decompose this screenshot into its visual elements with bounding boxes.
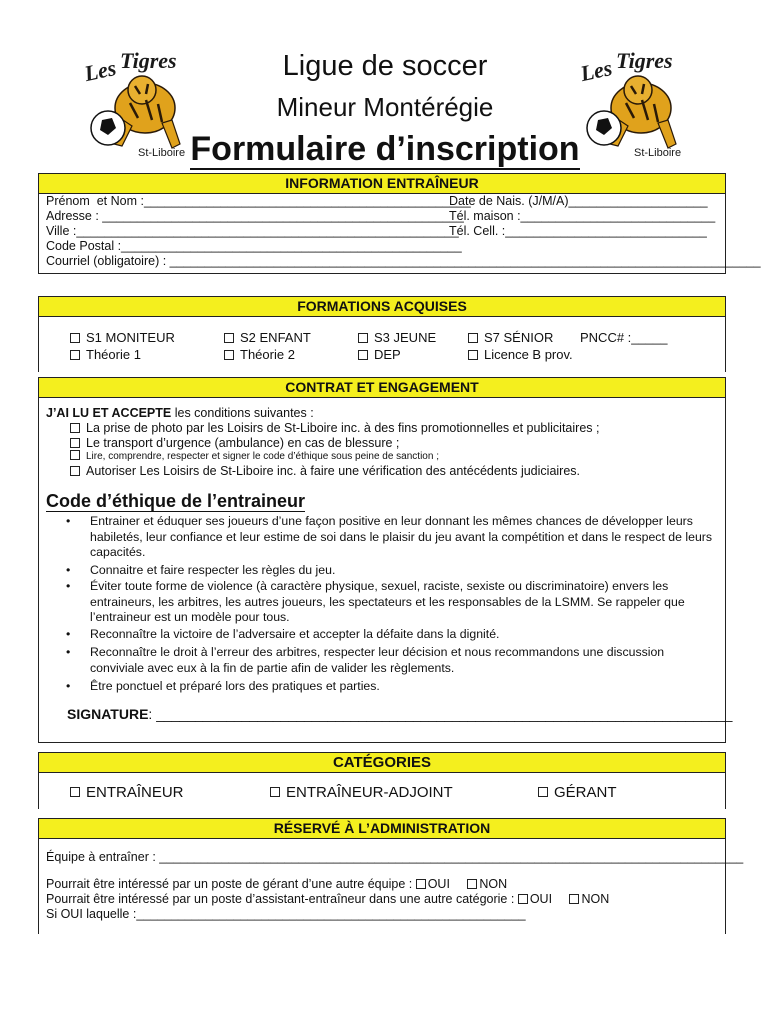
formation-s1-checkbox[interactable]: S1 MONITEUR: [70, 330, 175, 345]
contract-section-title: CONTRAT ET ENGAGEMENT: [39, 378, 725, 398]
formation-theorie1-checkbox[interactable]: Théorie 1: [70, 347, 141, 362]
manager-non-checkbox[interactable]: NON: [467, 877, 507, 891]
checkbox-icon: [358, 333, 368, 343]
category-manager-checkbox[interactable]: GÉRANT: [538, 784, 617, 801]
birthdate-field[interactable]: Date de Nais. (J/M/A)____________________: [449, 194, 708, 208]
info-section-title: INFORMATION ENTRAÎNEUR: [39, 174, 725, 194]
consent-ethics-checkbox[interactable]: Lire, comprendre, respecter et signer le code d’éthique sous peine de sanction ;: [70, 451, 439, 462]
league-title: Ligue de soccer: [282, 50, 488, 82]
contract-intro: J’AI LU ET ACCEPTE les conditions suivantes :: [46, 406, 314, 420]
formations-section-title: FORMATIONS ACQUISES: [39, 297, 725, 317]
checkbox-icon: [70, 350, 80, 360]
cell-phone-field[interactable]: Tél. Cell. :_____________________________: [449, 224, 707, 238]
assistant-interest-row: Pourrait être intéressé par un poste d’assistant-entraîneur dans une autre catégorie : OUI NON: [46, 892, 610, 906]
svg-text:St-Liboire: St-Liboire: [634, 147, 682, 159]
postal-code-field[interactable]: Code Postal :_________________________________________________: [46, 239, 462, 253]
ethics-item: Reconnaître le droit à l’erreur des arbitres, respecter leur décision et nous recommandons une discussion conviviale avec eux à la fin de partie afin de valider les règlements.: [90, 645, 665, 675]
checkbox-icon: [70, 466, 80, 476]
formation-s3-checkbox[interactable]: S3 JEUNE: [358, 330, 436, 345]
formation-licence-b-checkbox[interactable]: Licence B prov.: [468, 347, 573, 362]
checkbox-icon: [70, 423, 80, 433]
home-phone-field[interactable]: Tél. maison :____________________________: [449, 209, 716, 223]
checkbox-icon: [538, 787, 548, 797]
city-field[interactable]: Ville :_______________________________________________________: [46, 224, 459, 238]
league-region: Mineur Montérégie: [276, 92, 494, 122]
consent-ambulance-checkbox[interactable]: Le transport d’urgence (ambulance) en cas de blessure ;: [70, 436, 399, 450]
checkbox-icon: [70, 333, 80, 343]
checkbox-icon: [416, 879, 426, 889]
checkbox-icon: [468, 333, 478, 343]
form-title: Formulaire d’inscription: [190, 130, 580, 168]
checkbox-icon: [70, 787, 80, 797]
formation-theorie2-checkbox[interactable]: Théorie 2: [224, 347, 295, 362]
svg-text:St-Liboire: St-Liboire: [138, 147, 186, 159]
svg-text:Les: Les: [82, 55, 119, 87]
checkbox-icon: [224, 333, 234, 343]
checkbox-icon: [358, 350, 368, 360]
svg-text:Les: Les: [578, 55, 615, 87]
pncc-field[interactable]: PNCC# :_____: [580, 330, 668, 345]
category-assistant-coach-checkbox[interactable]: ENTRAÎNEUR-ADJOINT: [270, 784, 453, 801]
category-coach-checkbox[interactable]: ENTRAÎNEUR: [70, 784, 184, 801]
bullet-icon: •: [66, 579, 71, 593]
bullet-icon: •: [66, 514, 71, 528]
name-field[interactable]: Prénom et Nom :_______________________________________________: [46, 194, 471, 208]
ethics-item: Être ponctuel et préparé lors des pratiques et parties.: [90, 679, 380, 693]
checkbox-icon: [468, 350, 478, 360]
formation-dep-checkbox[interactable]: DEP: [358, 347, 401, 362]
svg-text:Tigres: Tigres: [120, 48, 177, 73]
ethics-item: Entrainer et éduquer ses joueurs d’une façon positive en leur donnant les mêmes chances de développer leurs habiletés, leur confiance et leur estime de soi dans le plaisir du jeu avant la compétition et dans le respect de leurs capacités.: [90, 514, 713, 559]
bullet-icon: •: [66, 679, 71, 693]
ethics-code-title: Code d’éthique de l’entraineur: [46, 491, 306, 511]
categories-section-title: CATÉGORIES: [39, 753, 725, 773]
consent-photo-checkbox[interactable]: La prise de photo par les Loisirs de St-Liboire inc. à des fins promotionnelles et publicitaires ;: [70, 421, 599, 435]
checkbox-icon: [467, 879, 477, 889]
ethics-item: Éviter toute forme de violence (à caractère physique, sexuel, raciste, sexiste ou discriminatoire) envers les entraineurs, les arbitres, les autres joueurs, les spectateurs et les responsables de la LSMM. Se rappeler que l’entraineur est un modèle pour tous.: [90, 579, 685, 624]
svg-text:Tigres: Tigres: [616, 48, 673, 73]
which-category-field[interactable]: Si OUI laquelle :________________________________________________________: [46, 907, 526, 921]
checkbox-icon: [518, 894, 528, 904]
checkbox-icon: [70, 438, 80, 448]
formation-s7-checkbox[interactable]: S7 SÉNIOR: [468, 330, 553, 345]
checkbox-icon: [224, 350, 234, 360]
email-field[interactable]: Courriel (obligatoire) : _____________________________________________________________________________________: [46, 254, 761, 268]
signature-field[interactable]: SIGNATURE: __________________________________________________________________________: [67, 706, 733, 722]
admin-section-title: RÉSERVÉ À L’ADMINISTRATION: [39, 819, 725, 839]
bullet-icon: •: [66, 645, 71, 659]
manager-interest-row: Pourrait être intéressé par un poste de gérant d’une autre équipe : OUI NON: [46, 877, 508, 891]
bullet-icon: •: [66, 563, 71, 577]
checkbox-icon: [569, 894, 579, 904]
bullet-icon: •: [66, 627, 71, 641]
checkbox-icon: [70, 450, 80, 460]
checkbox-icon: [270, 787, 280, 797]
assistant-non-checkbox[interactable]: NON: [569, 892, 609, 906]
consent-background-check-checkbox[interactable]: Autoriser Les Loisirs de St-Liboire inc. à faire une vérification des antécédents judiciaires.: [70, 464, 580, 478]
ethics-item: Connaitre et faire respecter les règles du jeu.: [90, 563, 336, 577]
manager-oui-checkbox[interactable]: OUI: [416, 877, 450, 891]
address-field[interactable]: Adresse : ____________________________________________________: [46, 209, 464, 223]
formation-s2-checkbox[interactable]: S2 ENFANT: [224, 330, 311, 345]
assistant-oui-checkbox[interactable]: OUI: [518, 892, 552, 906]
ethics-item: Reconnaître la victoire de l’adversaire et accepter la défaite dans la dignité.: [90, 627, 500, 641]
team-field[interactable]: Équipe à entraîner : ____________________________________________________________________________________: [46, 850, 744, 864]
